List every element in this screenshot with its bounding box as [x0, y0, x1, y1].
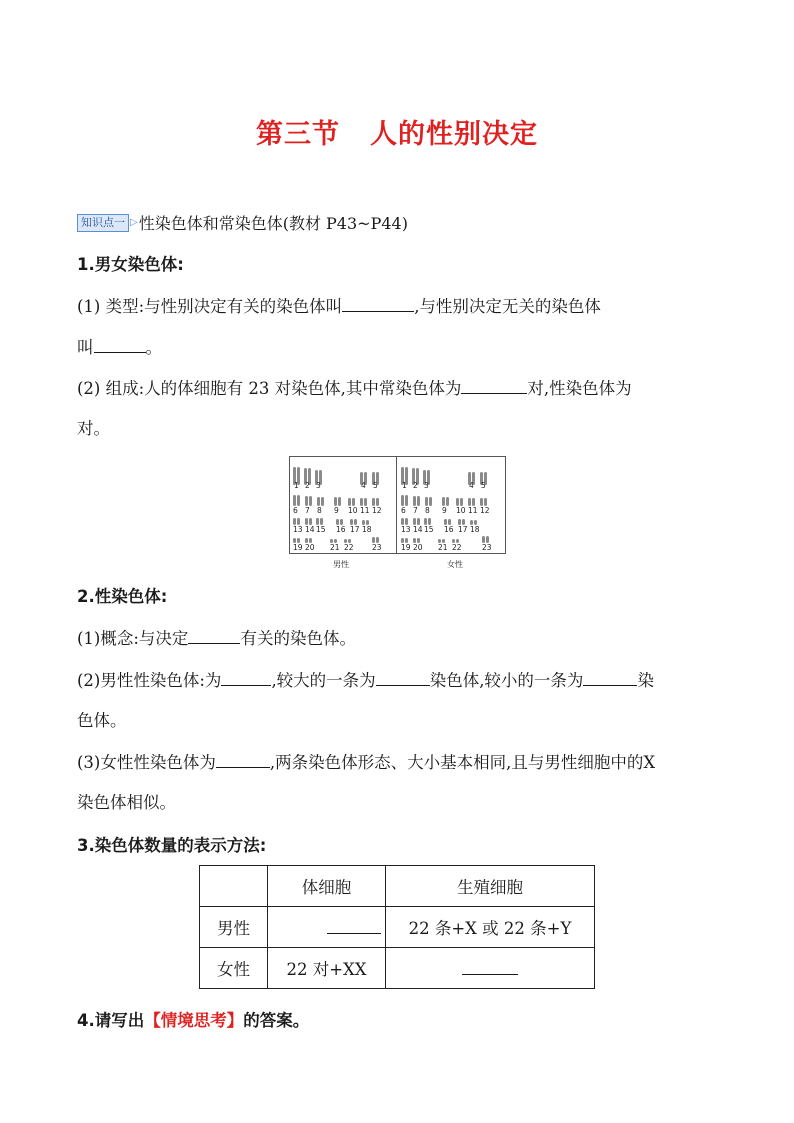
chromosome-number: 7 — [413, 506, 418, 515]
s1-heading: 1.男女染色体: — [77, 255, 184, 274]
chromosome-glyph — [309, 518, 312, 525]
chromosome-glyph — [413, 518, 416, 525]
s2-p2-line2: 色体。 — [77, 711, 127, 730]
chromosome-number: 23 — [482, 543, 492, 552]
chromosome-glyph — [484, 498, 487, 506]
chromosome-glyph — [372, 498, 375, 506]
blank[interactable] — [461, 377, 527, 394]
blank[interactable] — [221, 669, 271, 686]
chromosome-number: 2 — [305, 481, 310, 490]
chromosome-number: 20 — [413, 543, 423, 552]
chromosome-glyph — [417, 496, 420, 506]
chromosome-glyph — [297, 495, 300, 506]
chromosome-number: 1 — [294, 481, 299, 490]
s2-p2-line1: (2)男性性染色体:为 ,较大的一条为 染色体,较小的一条为 染 — [77, 671, 654, 690]
chromosome-number: 8 — [317, 506, 322, 515]
row-label: 女性 — [200, 948, 268, 989]
chromosome-glyph — [317, 497, 320, 506]
chromosome-glyph — [442, 497, 445, 506]
chromosome-glyph — [309, 496, 312, 506]
chromosome-glyph — [364, 498, 367, 506]
knowledge-point-heading: 性染色体和常染色体(教材 P43~P44) — [138, 214, 408, 233]
male-caption: 男性 — [333, 560, 349, 569]
female-caption: 女性 — [447, 560, 463, 569]
chromosome-number: 8 — [425, 506, 430, 515]
chromosome-glyph — [293, 495, 296, 506]
title-topic: 人的性别决定 — [370, 119, 538, 150]
chromosome-glyph — [320, 518, 323, 525]
figure-divider — [396, 457, 397, 553]
chromosome-number: 19 — [293, 543, 303, 552]
chromosome-number: 5 — [481, 481, 486, 490]
chromosome-number: 6 — [293, 506, 298, 515]
table-header-cell — [200, 866, 268, 907]
chromosome-number: 12 — [372, 506, 382, 515]
chromosome-number: 2 — [413, 481, 418, 490]
chromosome-number: 16 — [336, 525, 346, 534]
chromosome-number: 18 — [470, 525, 480, 534]
chromosome-number: 7 — [305, 506, 310, 515]
chromosome-glyph — [425, 497, 428, 506]
chromosome-number: 19 — [401, 543, 411, 552]
blank[interactable] — [583, 669, 637, 686]
s2-p3-line2: 染色体相似。 — [77, 793, 176, 812]
chromosome-glyph — [480, 498, 483, 506]
chromosome-number: 14 — [413, 525, 423, 534]
blank[interactable] — [188, 627, 240, 644]
table-cell: 22 对+XX — [268, 948, 386, 989]
chromosome-glyph — [297, 518, 300, 525]
chromosome-glyph — [348, 498, 351, 506]
blank[interactable] — [94, 336, 146, 353]
chromosome-glyph — [321, 497, 324, 506]
chromosome-number: 6 — [401, 506, 406, 515]
chromosome-number: 10 — [456, 506, 466, 515]
chromosome-number: 14 — [305, 525, 315, 534]
chromosome-number: 16 — [444, 525, 454, 534]
situation-thinking-label: 【情境思考】 — [144, 1011, 244, 1030]
table-header-row — [200, 866, 595, 907]
chromosome-glyph — [405, 518, 408, 525]
s2-p1: (1)概念:与决定 有关的染色体。 — [77, 629, 356, 648]
chromosome-number: 9 — [334, 506, 339, 515]
chromosome-number: 4 — [469, 481, 474, 490]
chromosome-number: 15 — [316, 525, 326, 534]
chromosome-glyph — [424, 518, 427, 525]
knowledge-point-row — [77, 211, 408, 234]
chromosome-glyph — [429, 497, 432, 506]
chromosome-number: 17 — [458, 525, 468, 534]
chromosome-glyph — [334, 497, 337, 506]
s1-p2-line2: 对。 — [77, 419, 110, 438]
chromosome-glyph — [360, 498, 363, 506]
title-section: 第三节 — [256, 119, 340, 150]
chromosome-number: 18 — [362, 525, 372, 534]
chromosome-number: 20 — [305, 543, 315, 552]
table-header-cell: 生殖细胞 — [386, 866, 595, 907]
chromosome-glyph — [401, 495, 404, 506]
chromosome-glyph — [413, 496, 416, 506]
chromosome-glyph — [417, 518, 420, 525]
chromosome-number: 9 — [442, 506, 447, 515]
chromosome-glyph — [316, 518, 319, 525]
chromosome-glyph — [305, 518, 308, 525]
chromosome-number: 13 — [401, 525, 411, 534]
table-cell — [386, 948, 595, 989]
chromosome-number: 13 — [293, 525, 303, 534]
chromosome-number: 3 — [316, 481, 321, 490]
karyotype-figure — [289, 456, 506, 554]
s2-p3-line1: (3)女性性染色体为 ,两条染色体形态、大小基本相同,且与男性细胞中的X — [77, 753, 656, 772]
chromosome-glyph — [486, 536, 489, 543]
s1-p1-line2: 叫 。 — [77, 338, 162, 357]
chromosome-number: 3 — [424, 481, 429, 490]
chromosome-glyph — [472, 498, 475, 506]
s2-heading: 2.性染色体: — [77, 587, 168, 606]
chromosome-number: 1 — [402, 481, 407, 490]
chromosome-glyph — [482, 536, 485, 543]
blank[interactable] — [376, 669, 430, 686]
table-cell — [268, 907, 386, 948]
chromosome-glyph — [460, 498, 463, 506]
chromosome-glyph — [428, 518, 431, 525]
chromosome-number: 5 — [373, 481, 378, 490]
chromosome-glyph — [401, 518, 404, 525]
chromosome-number: 22 — [344, 543, 354, 552]
chromosome-glyph — [456, 498, 459, 506]
blank[interactable] — [216, 751, 270, 768]
chromosome-glyph — [468, 498, 471, 506]
chromosome-glyph — [293, 518, 296, 525]
table-cell: 22 条+X 或 22 条+Y — [386, 907, 595, 948]
blank[interactable] — [462, 958, 518, 975]
chromosome-number: 12 — [480, 506, 490, 515]
chromosome-number: 10 — [348, 506, 358, 515]
page-title — [0, 112, 794, 151]
s4-line: 4.请写出【情境思考】的答案。 — [77, 1011, 310, 1030]
chromosome-number: 4 — [361, 481, 366, 490]
chromosome-number: 22 — [452, 543, 462, 552]
blank[interactable] — [342, 295, 414, 312]
chromosome-glyph — [405, 495, 408, 506]
row-label: 男性 — [200, 907, 268, 948]
chromosome-glyph — [352, 498, 355, 506]
arrow-right-icon: ▷ — [130, 217, 138, 228]
table-row — [200, 907, 595, 948]
blank[interactable] — [327, 917, 381, 934]
knowledge-point-tag: 知识点一 — [77, 214, 129, 232]
chromosome-number: 15 — [424, 525, 434, 534]
table-row — [200, 948, 595, 989]
chromosome-glyph — [376, 498, 379, 506]
chromosome-glyph — [305, 496, 308, 506]
chromosome-number: 23 — [372, 543, 382, 552]
chromosome-table — [199, 865, 595, 989]
chromosome-glyph — [446, 497, 449, 506]
s1-p2-line1: (2) 组成:人的体细胞有 23 对染色体,其中常染色体为 对,性染色体为 — [77, 379, 632, 398]
chromosome-number: 21 — [438, 543, 448, 552]
chromosome-number: 11 — [360, 506, 370, 515]
chromosome-number: 21 — [330, 543, 340, 552]
chromosome-glyph — [338, 497, 341, 506]
chromosome-number: 17 — [350, 525, 360, 534]
chromosome-number: 11 — [468, 506, 478, 515]
table-header-cell: 体细胞 — [268, 866, 386, 907]
s3-heading: 3.染色体数量的表示方法: — [77, 836, 267, 855]
s1-p1-line1: (1) 类型:与性别决定有关的染色体叫 ,与性别决定无关的染色体 — [77, 297, 601, 316]
